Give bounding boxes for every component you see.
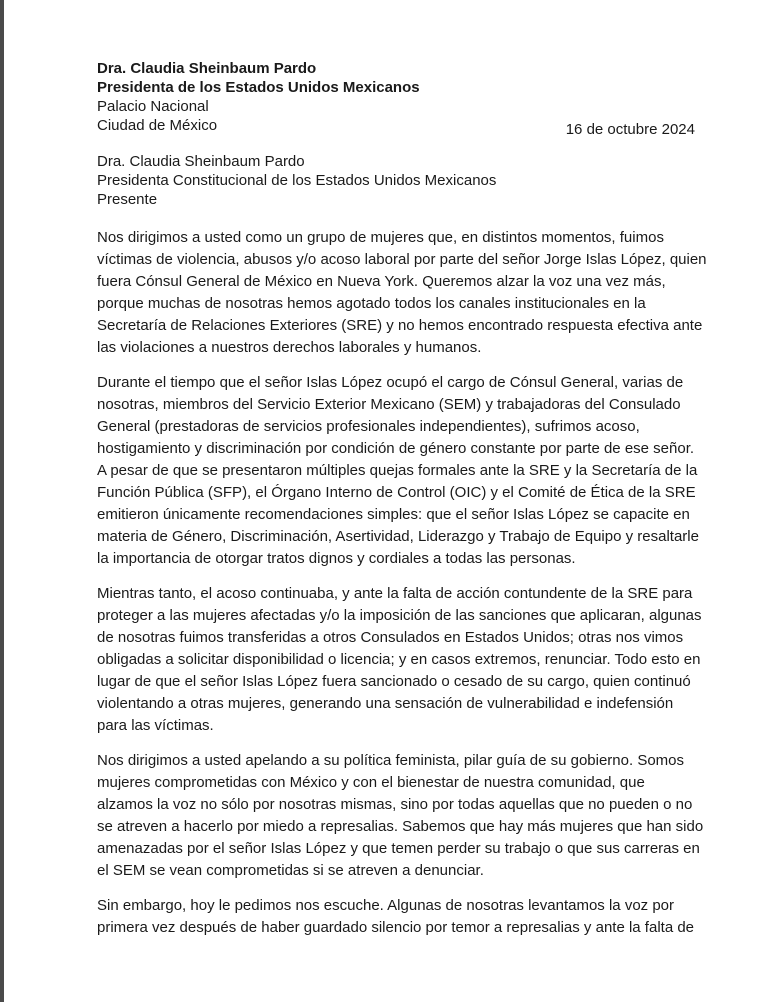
paragraph-line: mujeres comprometidas con México y con el bienestar de nuestra comunidad, que	[97, 774, 645, 791]
paragraph-line: porque muchas de nosotras hemos agotado todos los canales institucionales en la	[97, 295, 646, 312]
paragraph-line: lugar de que el señor Islas López fuera sancionado o cesado de su cargo, quien continuó	[97, 673, 691, 690]
paragraph-line: A pesar de que se presentaron múltiples quejas formales ante la SRE y la Secretaría de la	[97, 462, 698, 479]
paragraph-line: materia de Género, Discriminación, Asertividad, Liderazgo y Trabajo de Equipo y resaltarle	[97, 528, 699, 545]
paragraph-line: proteger a las mujeres afectadas y/o la imposición de las sanciones que aplicaran, algunas	[97, 607, 702, 624]
paragraph-line: la importancia de otorgar tratos dignos y cordiales a todas las personas.	[97, 550, 576, 567]
sender-name: Dra. Claudia Sheinbaum Pardo	[97, 60, 317, 77]
page-left-border	[0, 0, 4, 1002]
paragraph-line: Nos dirigimos a usted como un grupo de mujeres que, en distintos momentos, fuimos	[97, 229, 664, 246]
paragraph-line: General (prestadoras de servicios profesionales independientes), sufrimos acoso,	[97, 418, 640, 435]
paragraph-line: víctimas de violencia, abusos y/o acoso laboral por parte del señor Jorge Islas López, quien	[97, 251, 707, 268]
letter-page	[97, 59, 707, 939]
body-paragraph	[97, 372, 697, 570]
recipient-name: Dra. Claudia Sheinbaum Pardo	[97, 153, 305, 170]
sender-block	[97, 59, 697, 138]
paragraph-line: se atreven a hacerlo por miedo a represalias. Sabemos que hay más mujeres que han sido	[97, 818, 704, 835]
paragraph-line: fuera Cónsul General de México en Nueva York. Queremos alzar la voz una vez más,	[97, 273, 666, 290]
paragraph-line: Secretaría de Relaciones Exteriores (SRE) y no hemos encontrado respuesta efectiva ante	[97, 317, 703, 334]
paragraph-line: emitieron únicamente recomendaciones simples: que el señor Islas López se capacite en	[97, 506, 690, 523]
paragraph-line: amenazadas por el señor Islas López y que temen perder su trabajo o que sus carreras en	[97, 840, 700, 857]
sender-title: Presidenta de los Estados Unidos Mexicanos	[97, 79, 420, 96]
body-paragraph	[97, 227, 707, 359]
paragraph-line: Sin embargo, hoy le pedimos nos escuche. Algunas de nosotras levantamos la voz por	[97, 897, 675, 914]
body-paragraph	[97, 750, 704, 882]
paragraph-line: el SEM se vean comprometidas si se atreven a denunciar.	[97, 862, 484, 879]
paragraph-line: Función Pública (SFP), el Órgano Interno de Control (OIC) y el Comité de Ética de la SRE	[97, 484, 696, 501]
paragraph-line: las violaciones a nuestros derechos laborales y humanos.	[97, 339, 482, 356]
paragraph-line: primera vez después de haber guardado silencio por temor a represalias y ante la falta de	[97, 919, 695, 936]
paragraph-line: obligadas a solicitar disponibilidad o licencia; y en casos extremos, renunciar. Todo esto en	[97, 651, 701, 668]
paragraph-line: hostigamiento y discriminación por condición de género constante por parte de ese señor.	[97, 440, 695, 457]
letter-body	[97, 227, 707, 939]
paragraph-line: de nosotras fuimos transferidas a otros Consulados en Estados Unidos; otras nos vimos	[97, 629, 684, 646]
body-paragraph	[97, 895, 697, 939]
recipient-title: Presidenta Constitucional de los Estados Unidos Mexicanos	[97, 172, 497, 189]
recipient-block	[97, 152, 697, 209]
paragraph-line: Nos dirigimos a usted apelando a su política feminista, pilar guía de su gobierno. Somos	[97, 752, 684, 769]
letter-date: 16 de octubre 2024	[565, 121, 695, 138]
sender-city: Ciudad de México	[97, 117, 218, 134]
paragraph-line: nosotras, miembros del Servicio Exterior Mexicano (SEM) y trabajadoras del Consulado	[97, 396, 681, 413]
paragraph-line: Mientras tanto, el acoso continuaba, y ante la falta de acción contundente de la SRE para	[97, 585, 693, 602]
paragraph-line: Durante el tiempo que el señor Islas López ocupó el cargo de Cónsul General, varias de	[97, 374, 684, 391]
recipient-closing: Presente	[97, 191, 158, 208]
paragraph-line: alzamos la voz no sólo por nosotras mismas, sino por todas aquellas que no pueden o no	[97, 796, 693, 813]
paragraph-line: violentando a otras mujeres, generando una sensación de vulnerabilidad e indefensión	[97, 695, 674, 712]
sender-place: Palacio Nacional	[97, 98, 209, 115]
paragraph-line: para las víctimas.	[97, 717, 214, 734]
body-paragraph	[97, 583, 702, 737]
